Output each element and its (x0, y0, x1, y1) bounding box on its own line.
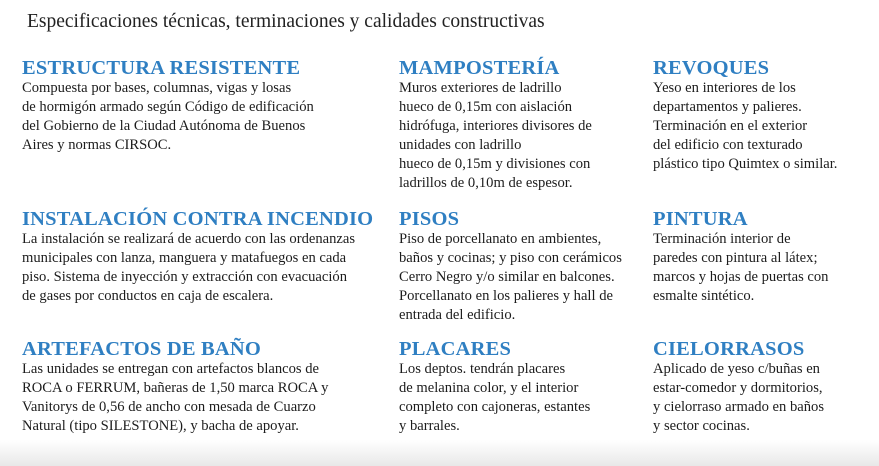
section-heading: CIELORRASOS (653, 338, 805, 360)
body-line: paredes con pintura al látex; (653, 250, 818, 267)
section-body (653, 230, 828, 306)
body-line: completo con cajoneras, estantes (399, 399, 591, 416)
body-line: ROCA o FERRUM, bañeras de 1,50 marca ROCA y (22, 380, 329, 397)
section-revoques (653, 57, 837, 174)
body-line: esmalte sintético. (653, 288, 755, 305)
body-line: hueco de 0,15m y divisiones con (399, 156, 591, 173)
body-line: departamentos y palieres. (653, 99, 802, 116)
body-line: y barrales. (399, 418, 460, 435)
bottom-shadow (0, 440, 879, 466)
body-line: Aplicado de yeso c/buñas en (653, 361, 820, 377)
section-heading: ARTEFACTOS DE BAÑO (22, 338, 262, 360)
body-line: y cielorraso armado en baños (653, 399, 825, 416)
section-placares (399, 338, 590, 436)
section-artefactos-de-bano (22, 338, 328, 436)
section-body (399, 360, 590, 436)
section-body (653, 79, 837, 174)
section-body (22, 230, 373, 306)
body-line: Terminación en el exterior (653, 118, 808, 135)
section-heading: ESTRUCTURA RESISTENTE (22, 57, 301, 79)
body-line: Los deptos. tendrán placares (399, 361, 566, 377)
body-line: de hormigón armado según Código de edificación (22, 99, 314, 116)
section-body (22, 79, 314, 155)
body-line: baños y cocinas; y piso con cerámicos (399, 250, 622, 267)
section-heading: REVOQUES (653, 57, 770, 79)
page-title: Especificaciones técnicas, terminaciones y calidades constructivas (27, 11, 545, 32)
section-heading: INSTALACIÓN CONTRA INCENDIO (22, 208, 374, 230)
body-line: La instalación se realizará de acuerdo con las ordenanzas (22, 231, 356, 247)
section-heading: PISOS (399, 208, 460, 230)
body-line: plástico tipo Quimtex o similar. (653, 156, 838, 173)
body-line: Porcellanato en los palieres y hall de (399, 288, 613, 305)
body-line: Terminación interior de (653, 231, 791, 247)
body-line: hueco de 0,15m con aislación (399, 99, 573, 116)
body-line: Natural (tipo SILESTONE), y bacha de apoyar. (22, 418, 299, 435)
section-pisos (399, 208, 622, 325)
body-line: Las unidades se entregan con artefactos blancos de (22, 361, 320, 377)
body-line: municipales con lanza, manguera y matafuegos en cada (22, 250, 347, 267)
section-body (22, 360, 328, 436)
body-line: de gases por conductos en caja de escalera. (22, 288, 274, 305)
body-line: entrada del edificio. (399, 307, 516, 324)
section-body (653, 360, 824, 436)
body-line: unidades con ladrillo (399, 137, 522, 154)
body-line: del edificio con texturado (653, 137, 803, 154)
body-line: hidrófuga, interiores divisores de (399, 118, 592, 135)
body-line: marcos y hojas de puertas con (653, 269, 829, 286)
body-line: de melanina color, y el interior (399, 380, 579, 397)
section-body (399, 230, 622, 325)
section-heading: PINTURA (653, 208, 748, 230)
body-line: del Gobierno de la Ciudad Autónoma de Buenos (22, 118, 306, 135)
section-mamposteria (399, 57, 592, 194)
section-pintura (653, 208, 828, 306)
body-line: Compuesta por bases, columnas, vigas y losas (22, 80, 292, 96)
body-line: ladrillos de 0,10m de espesor. (399, 175, 573, 192)
body-line: estar-comedor y dormitorios, (653, 380, 823, 397)
section-body (399, 79, 592, 194)
section-heading: PLACARES (399, 338, 512, 360)
body-line: Cerro Negro y/o similar en balcones. (399, 269, 615, 286)
section-cielorrasos (653, 338, 824, 436)
section-heading: MAMPOSTERÍA (399, 57, 560, 79)
body-line: Muros exteriores de ladrillo (399, 80, 562, 96)
body-line: Piso de porcellanato en ambientes, (399, 231, 602, 247)
body-line: Vanitorys de 0,56 de ancho con mesada de Cuarzo (22, 399, 316, 416)
section-estructura-resistente (22, 57, 314, 155)
body-line: y sector cocinas. (653, 418, 750, 435)
body-line: piso. Sistema de inyección y extracción con evacuación (22, 269, 347, 286)
body-line: Aires y normas CIRSOC. (22, 137, 172, 154)
body-line: Yeso en interiores de los (653, 80, 796, 96)
section-instalacion-contra-incendio (22, 208, 373, 306)
